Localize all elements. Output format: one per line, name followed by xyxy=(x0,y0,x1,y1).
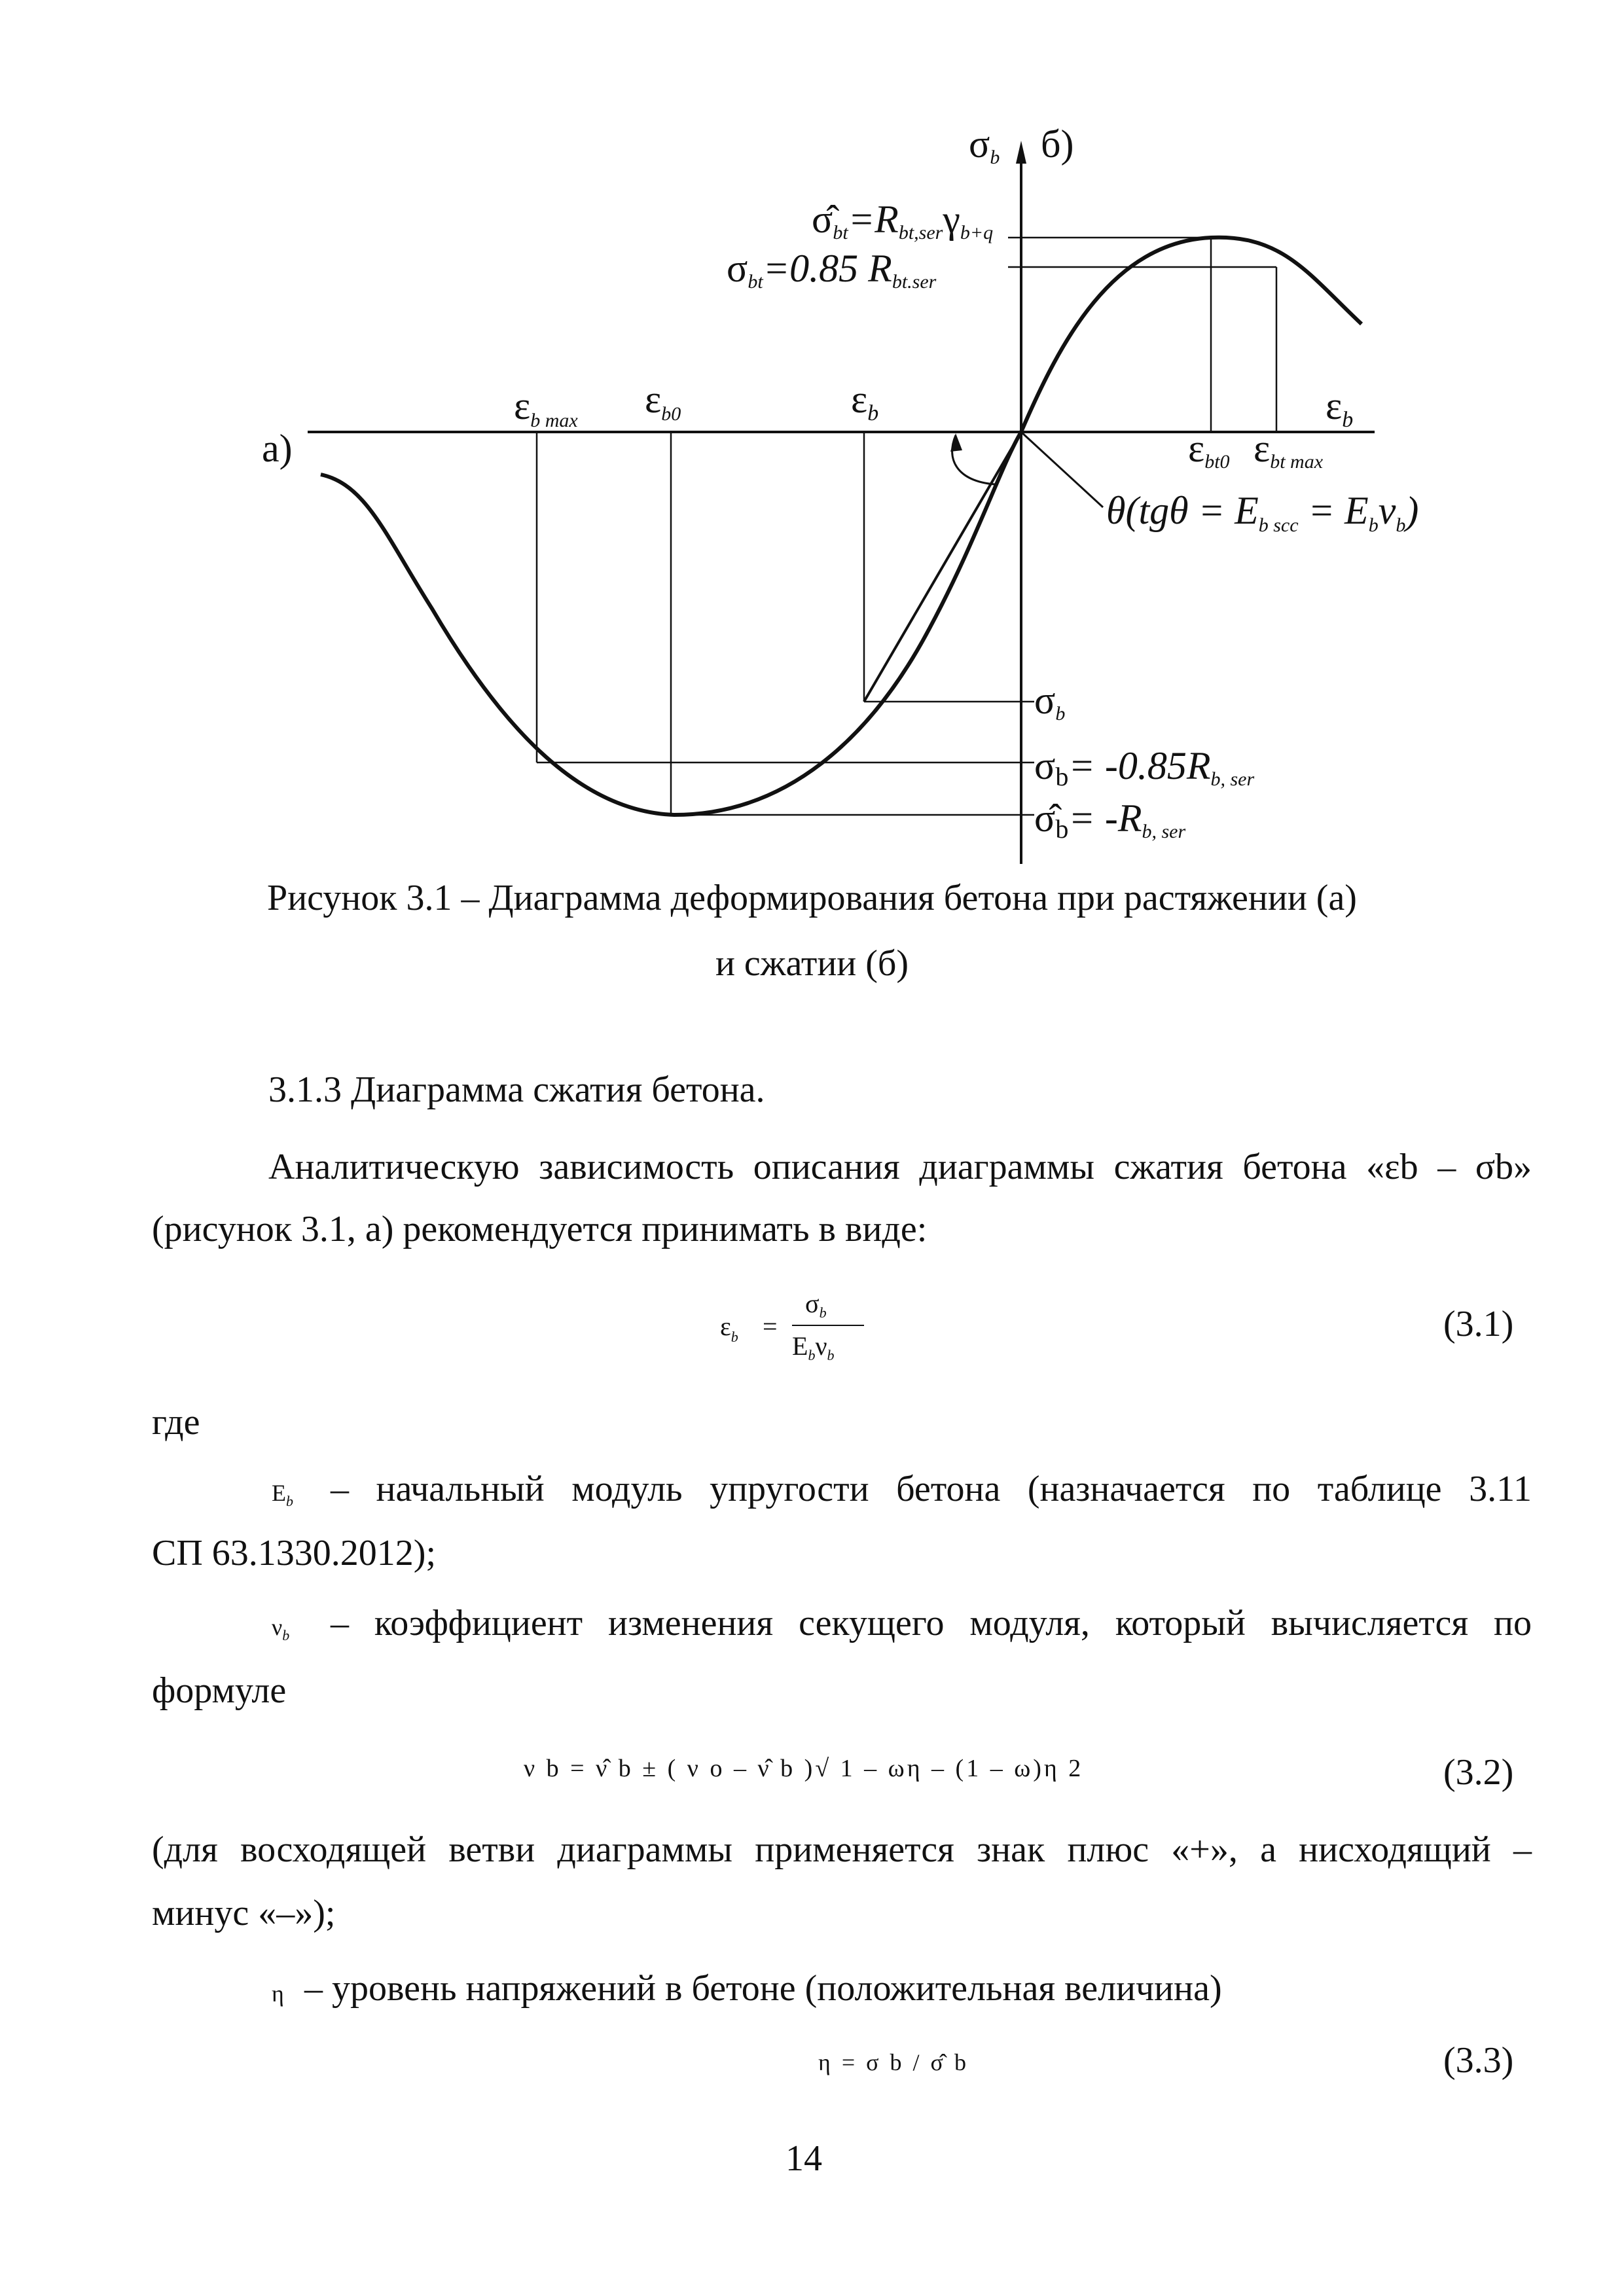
equation-3-1 xyxy=(707,1283,903,1374)
eps-bmax-label: $\varepsilon_{b max}$ xyxy=(514,384,578,431)
para2-line1: (для восходящей ветви диаграммы применяется знак плюс «+», а нисходящий – xyxy=(152,1829,1532,1870)
sigma-bt-label: σbt=0.85 Rbt.ser xyxy=(727,247,937,293)
theta-label: $\theta(tg\theta = E_{b scc} = E_b\nu_b)$ xyxy=(1106,489,1419,536)
stress-axis-arrow xyxy=(1016,141,1026,164)
eps-b0-label: $\varepsilon_{b0}$ xyxy=(645,378,681,425)
label-b: б) xyxy=(1041,122,1074,166)
equation-3-3-number: (3.3) xyxy=(1443,2040,1514,2081)
eps-b-label: $\varepsilon_b$ xyxy=(851,378,879,425)
page-number: 14 xyxy=(785,2138,822,2179)
sigma-axis-label: σb xyxy=(969,122,1000,168)
def-nu-symbol: $\nu_b$ xyxy=(272,1614,290,1644)
hat-sigma-bt-label: σ̂bt=Rbt,serγb+q xyxy=(812,198,994,243)
svg-text:εb: $\varepsilon_b$ xyxy=(720,1312,738,1345)
svg-text:=: = xyxy=(763,1312,778,1341)
svg-text:σb: $\sigma_b$ xyxy=(805,1289,827,1321)
where-label: где xyxy=(152,1402,200,1443)
eps-btmax-label: εbt max xyxy=(1254,427,1324,473)
equation-3-3: η = σ b / σ̂ b xyxy=(818,2049,969,2075)
def-eb-line1: – начальный модуль упругости бетона (назначается по таблице 3.11 xyxy=(331,1469,1532,1509)
def-eb-line2: СП 63.1330.2012); xyxy=(152,1533,436,1573)
section-heading: 3.1.3 Диаграмма сжатия бетона. xyxy=(268,1069,765,1110)
stress-strain-diagram xyxy=(0,0,1624,890)
def-eta-symbol: η xyxy=(272,1981,284,2007)
secant-line xyxy=(864,432,1021,702)
def-nu-line2: формуле xyxy=(152,1670,287,1711)
equation-3-1-number: (3.1) xyxy=(1443,1304,1514,1344)
para2-line2: минус «–»); xyxy=(152,1893,336,1933)
theta-leader xyxy=(1021,432,1103,507)
def-eb-symbol: $E_b$ xyxy=(272,1480,293,1510)
hat-sigma-b-label: σ̂b= -Rb, ser xyxy=(1034,797,1186,844)
eps-bt0-label: εbt0 xyxy=(1188,427,1230,473)
figure-caption-line1: Рисунок 3.1 – Диаграмма деформирования бетона при растяжении (а) xyxy=(267,878,1357,918)
def-nu-line1: – коэффициент изменения секущего модуля, который вычисляется по xyxy=(331,1603,1532,1643)
sigma-b-085-label: σb= -0.85Rb, ser xyxy=(1034,744,1255,791)
svg-text:Ebνb: $E_b\nu_b$ xyxy=(792,1331,835,1363)
figure-caption-line2: и сжатии (б) xyxy=(715,943,909,984)
label-a: а) xyxy=(262,427,293,470)
equation-3-2-number: (3.2) xyxy=(1443,1752,1514,1793)
para1-line2: (рисунок 3.1, а) рекомендуется принимать в виде: xyxy=(152,1209,928,1249)
para1-line1: Аналитическую зависимость описания диаграммы сжатия бетона «εb – σb» xyxy=(268,1147,1532,1187)
def-eta-text: – уровень напряжений в бетоне (положительная величина) xyxy=(304,1968,1222,2009)
equation-3-2: ν b = ν̂ b ± ( ν o – ν̂ b )√ 1 – ωη – (1 – ω)η 2 xyxy=(524,1755,1084,1782)
eps-axis-label: $\varepsilon_b$ xyxy=(1326,384,1354,432)
sigma-b-label: σb xyxy=(1034,679,1066,725)
